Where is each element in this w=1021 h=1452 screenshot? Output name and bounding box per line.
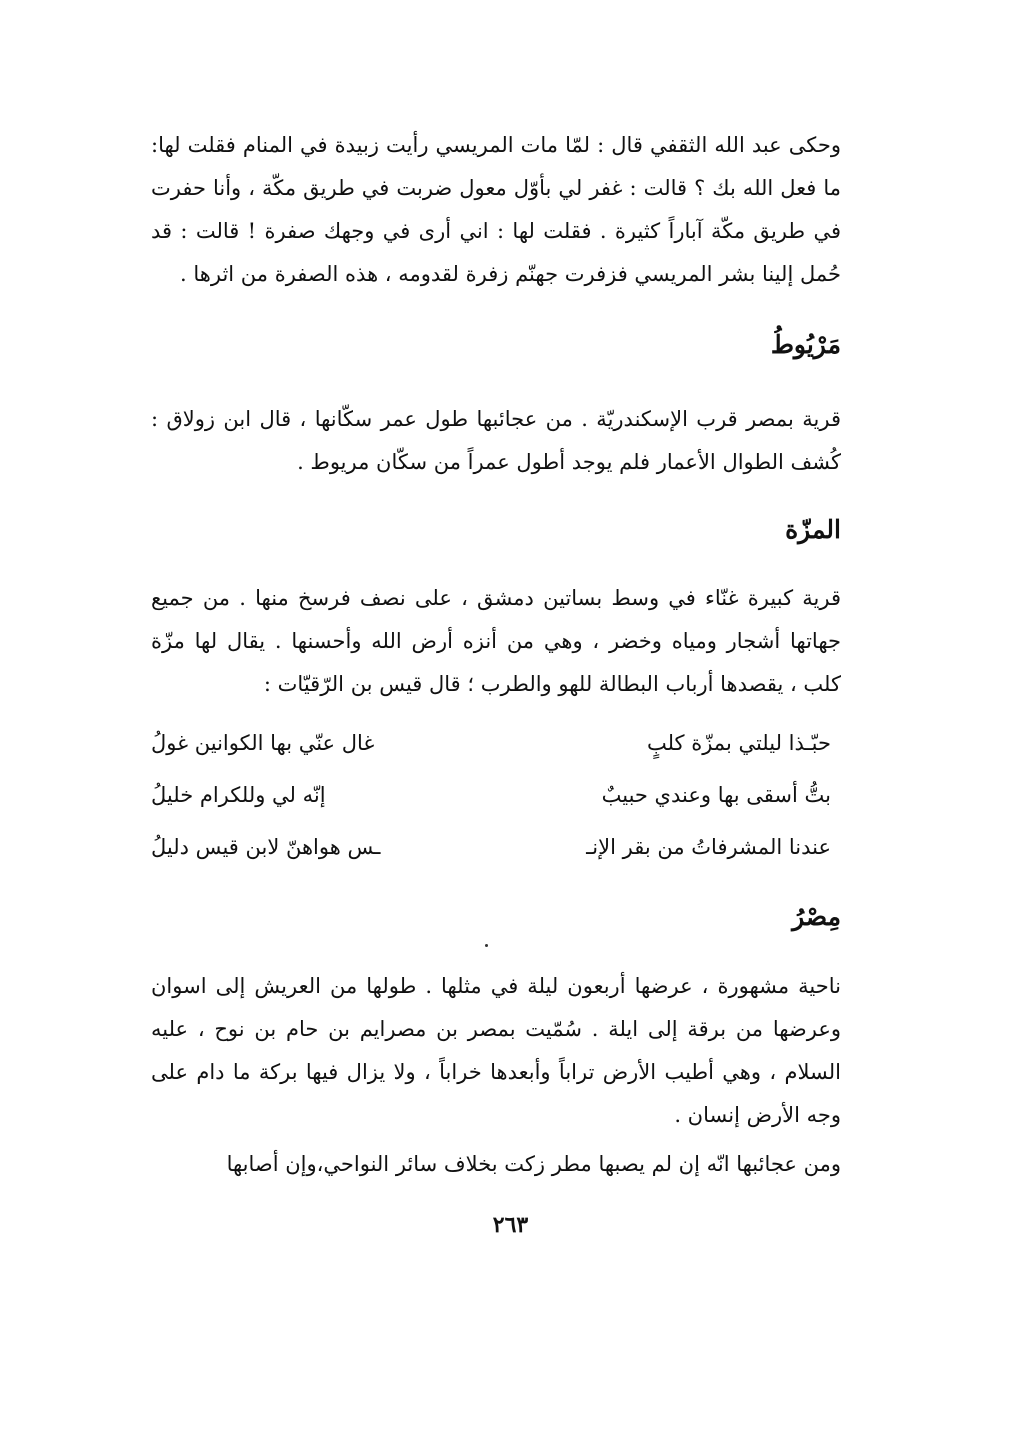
paragraph-misr-wonders: ومن عجائبها انّه إن لم يصبها مطر زكت بخلاف سائر النواحي،وإن أصابها xyxy=(226,1152,841,1176)
verse-second-hemistich: ـس هواهنّ لابن قيس دليلُ xyxy=(151,835,381,859)
poem-verse xyxy=(151,827,831,867)
print-speck xyxy=(485,944,488,947)
entry-heading-misr: مِصْرُ xyxy=(792,902,841,931)
verse-first-hemistich: عندنا المشرفاتُ من بقر الإنـ xyxy=(586,835,831,859)
paragraph-mizza: قرية كبيرة غنّاء في وسط بساتين دمشق ، على نصف فرسخ منها . من جميع جهاتها أشجار ومياه وخضر ، وهي من أنزه أرض الله وأحسنها . يقال لها مزّة كلب ، يقصدها أرباب البطالة للهو والطرب ؛ قال قيس بن الرّقيّات : xyxy=(151,586,841,696)
poem-verse xyxy=(151,723,831,763)
paragraph-zubaida-dream: وحكى عبد الله الثقفي قال : لمّا مات المريسي رأيت زبيدة في المنام فقلت لها: ما فعل الله بك ؟ قالت : غفر لي بأوّل معول ضربت في طريق مكّة ، وأنا حفرت في طريق مكّة آباراً كثيرة . فقلت لها : اني أرى في وجهك صفرة ! قالت : قد حُمل إلينا بشر المريسي فزفرت جهنّم زفرة لقدومه ، هذه الصفرة من اثرها . xyxy=(151,133,841,286)
paragraph-misr: ناحية مشهورة ، عرضها أربعون ليلة في مثلها . طولها من العريش إلى اسوان وعرضها من برقة إلى ايلة . سُمّيت بمصر بن مصرايم بن حام بن نوح ، عليه السلام ، وهي أطيب الأرض تراباً وأبعدها خراباً ، ولا يزال فيها بركة ما دام على وجه الأرض إنسان . xyxy=(151,974,841,1127)
verse-second-hemistich: غال عنّي بها الكوانين غولُ xyxy=(151,731,375,755)
page-number: ٢٦٣ xyxy=(492,1212,529,1238)
verse-first-hemistich: بتُّ أسقى بها وعندي حبيبٌ xyxy=(601,783,831,807)
poem-verse xyxy=(151,775,831,815)
paragraph-maryut: قرية بمصر قرب الإسكندريّة . من عجائبها طول عمر سكّانها ، قال ابن زولاق : كُشف الطوال الأعمار فلم يوجد أطول عمراً من سكّان مريوط . xyxy=(151,407,841,474)
verse-second-hemistich: إنّه لي وللكرام خليلُ xyxy=(151,783,326,807)
entry-heading-maryut: مَرْيُوطُ xyxy=(770,330,841,359)
verse-first-hemistich: حبّـذا ليلتي بمزّة كلبٍ xyxy=(646,731,831,755)
entry-heading-mizza: المزّة xyxy=(785,515,841,544)
